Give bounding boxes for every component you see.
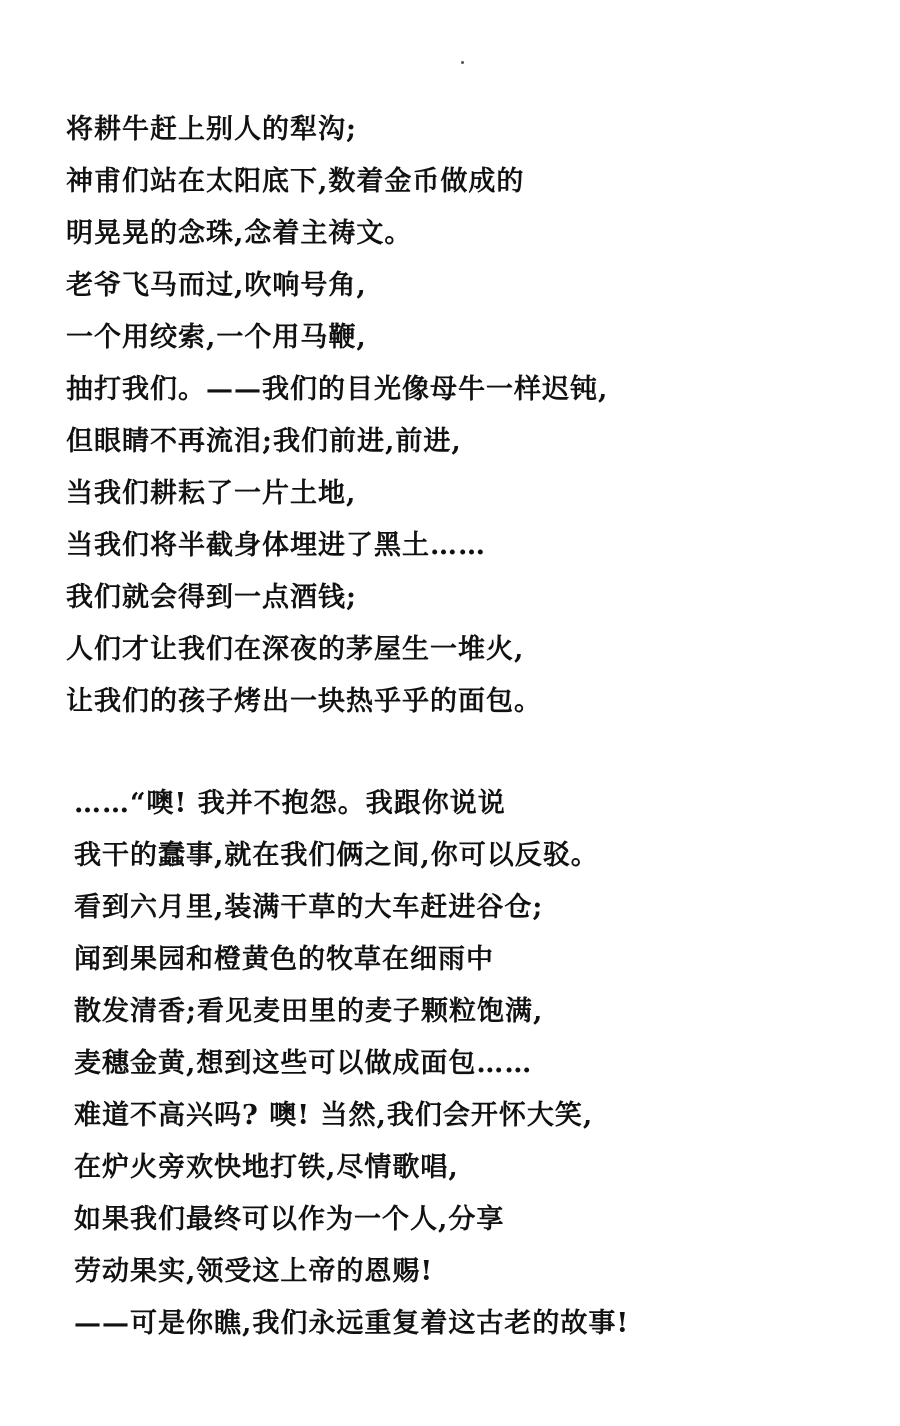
poem-line: 当我们将半截身体埋进了黑土…… bbox=[66, 530, 486, 561]
poem-stanza-2 bbox=[74, 778, 629, 1350]
poem-line: 如果我们最终可以作为一个人,分享 bbox=[74, 1204, 505, 1235]
poem-line: 神甫们站在太阳底下,数着金币做成的 bbox=[66, 166, 525, 197]
poem-line: 但眼睛不再流泪;我们前进,前进, bbox=[66, 426, 462, 457]
poem-line: 劳动果实,领受这上帝的恩赐! bbox=[74, 1256, 434, 1287]
poem-line: 麦穗金黄,想到这些可以做成面包…… bbox=[74, 1048, 533, 1079]
poem-line: 难道不高兴吗? 噢! 当然,我们会开怀大笑, bbox=[74, 1100, 594, 1131]
poem-line: 抽打我们。——我们的目光像母牛一样迟钝, bbox=[66, 374, 609, 405]
poem-line: 闻到果园和橙黄色的牧草在细雨中 bbox=[74, 944, 494, 975]
poem-line: ——可是你瞧,我们永远重复着这古老的故事! bbox=[74, 1308, 630, 1339]
poem-line: 看到六月里,装满干草的大车赶进谷仓; bbox=[74, 892, 544, 923]
page-mark bbox=[461, 61, 464, 64]
poem-line: 人们才让我们在深夜的茅屋生一堆火, bbox=[66, 634, 525, 665]
poem-line: 将耕牛赶上别人的犁沟; bbox=[66, 114, 357, 145]
poem-line: 在炉火旁欢快地打铁,尽情歌唱, bbox=[74, 1152, 459, 1183]
poem-line: 明晃晃的念珠,念着主祷文。 bbox=[66, 218, 413, 249]
poem-line: 我们就会得到一点酒钱; bbox=[66, 582, 357, 613]
poem-line: 散发清香;看见麦田里的麦子颗粒饱满, bbox=[74, 996, 544, 1027]
poem-stanza-1 bbox=[66, 104, 608, 728]
poem-line: 我干的蠢事,就在我们俩之间,你可以反驳。 bbox=[74, 840, 599, 871]
poem-line: 老爷飞马而过,吹响号角, bbox=[66, 270, 367, 301]
poem-line: 当我们耕耘了一片土地, bbox=[66, 478, 357, 509]
poem-line: 一个用绞索,一个用马鞭, bbox=[66, 322, 367, 353]
poem-line: 让我们的孩子烤出一块热乎乎的面包。 bbox=[66, 686, 542, 717]
poem-line: ……“噢! 我并不抱怨。我跟你说说 bbox=[74, 788, 506, 819]
